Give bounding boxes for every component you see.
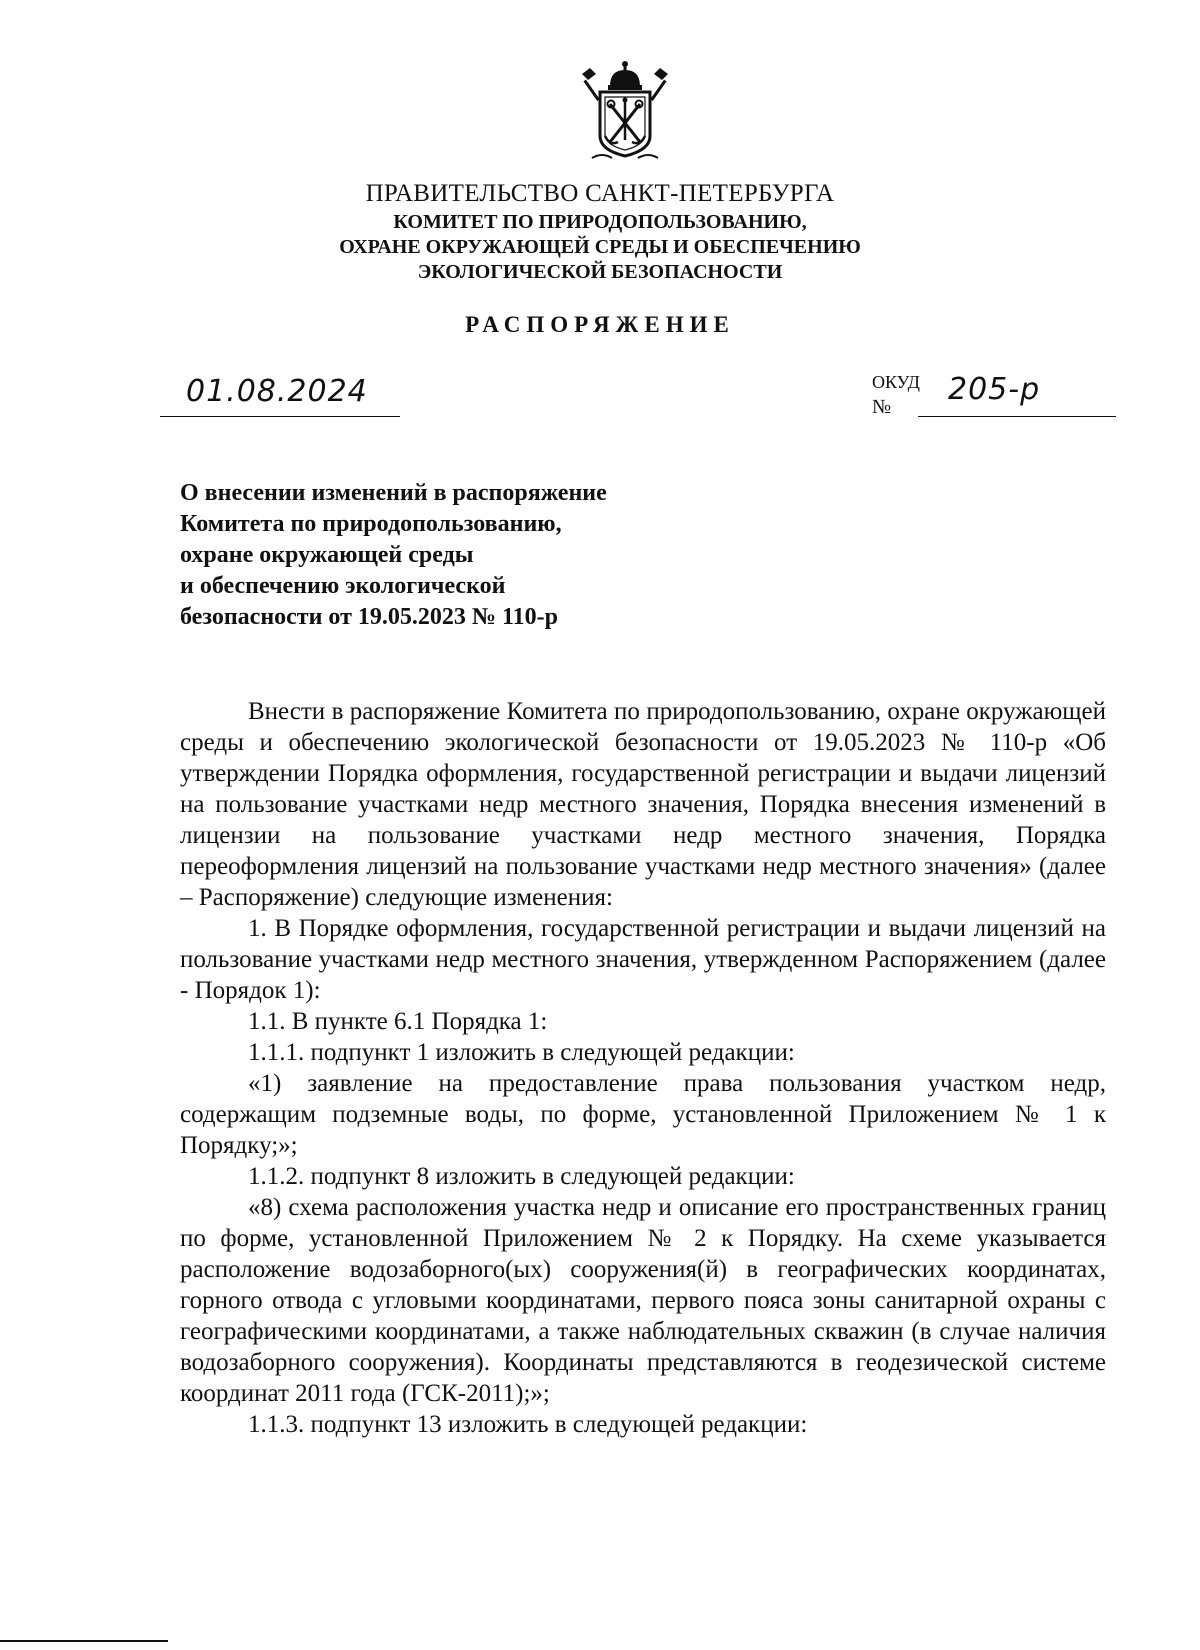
item-1-1-3-paragraph: 1.1.3. подпункт 13 изложить в следующей редакции:: [248, 1411, 808, 1438]
document-number: 205-р: [948, 372, 1041, 407]
item-1-paragraph: 1. В Порядке оформления, государственной регистрации и выдачи лицензий на пользование участками недр местного значения, утвержденном Распоряжением (далее - Порядок 1):: [180, 915, 1106, 1004]
intro-paragraph: Внести в распоряжение Комитета по природопользованию, охране окружающей среды и обеспечению экологической безопасности от 19.05.2023 № 110-р «Об утверждении Порядка оформления, государственной регистрации и выдачи лицензий на пользование участками недр местного значения, Порядка внесения изменений в лицензии на пользование участками недр местного значения, Порядка переоформления лицензий на пользование участками недр местного значения» (далее – Распоряжение) следующие изменения:: [180, 698, 1106, 911]
subject-line: и обеспечению экологической: [180, 573, 506, 599]
document-type-title: РАСПОРЯЖЕНИЕ: [465, 312, 735, 337]
subject-line: безопасности от 19.05.2023 № 110-р: [180, 604, 559, 630]
item-1-1-paragraph: 1.1. В пункте 6.1 Порядка 1:: [248, 1008, 548, 1035]
document-body: [180, 696, 1106, 1440]
bottom-rule: [0, 1640, 168, 1642]
committee-name: [0, 210, 1200, 285]
item-1-1-1-paragraph: 1.1.1. подпункт 1 изложить в следующей редакции:: [248, 1039, 795, 1066]
subject-line: Комитета по природопользованию,: [180, 511, 562, 537]
committee-line: КОМИТЕТ ПО ПРИРОДОПОЛЬЗОВАНИЮ,: [393, 211, 807, 233]
document-subject: [180, 478, 740, 633]
quote-subitem-1: «1) заявление на предоставление права пользования участком недр, содержащим подземные воды, по форме, установленной Приложением № 1 к Порядку;»;: [180, 1070, 1106, 1159]
document-date: 01.08.2024: [186, 374, 368, 409]
document-date-field: [160, 372, 400, 417]
committee-line: ОХРАНЕ ОКРУЖАЮЩЕЙ СРЕДЫ И ОБЕСПЕЧЕНИЮ: [339, 236, 861, 258]
number-label: №: [872, 396, 892, 418]
government-name: ПРАВИТЕЛЬСТВО САНКТ-ПЕТЕРБУРГА: [365, 180, 835, 207]
subject-line: охране окружающей среды: [180, 542, 474, 568]
okud-label: ОКУД: [872, 372, 920, 392]
item-1-1-2-paragraph: 1.1.2. подпункт 8 изложить в следующей редакции:: [248, 1163, 795, 1190]
document-number-field: [918, 372, 1116, 417]
quote-subitem-8: «8) схема расположения участка недр и описание его пространственных границ по форме, установленной Приложением № 2 к Порядку. На схеме указывается расположение водозаборного(ых) сооружения(й) в географических координатах, горного отвода с угловыми координатами, первого пояса зоны санитарной охраны с географическими координатами, а также наблюдательных скважин (в случае наличия водозаборного сооружения). Координаты представляются в геодезической системе координат 2011 года (ГСК-2011);»;: [180, 1194, 1106, 1407]
committee-line: ЭКОЛОГИЧЕСКОЙ БЕЗОПАСНОСТИ: [417, 261, 783, 283]
subject-line: О внесении изменений в распоряжение: [180, 480, 607, 506]
coat-of-arms-emblem: [572, 58, 678, 164]
